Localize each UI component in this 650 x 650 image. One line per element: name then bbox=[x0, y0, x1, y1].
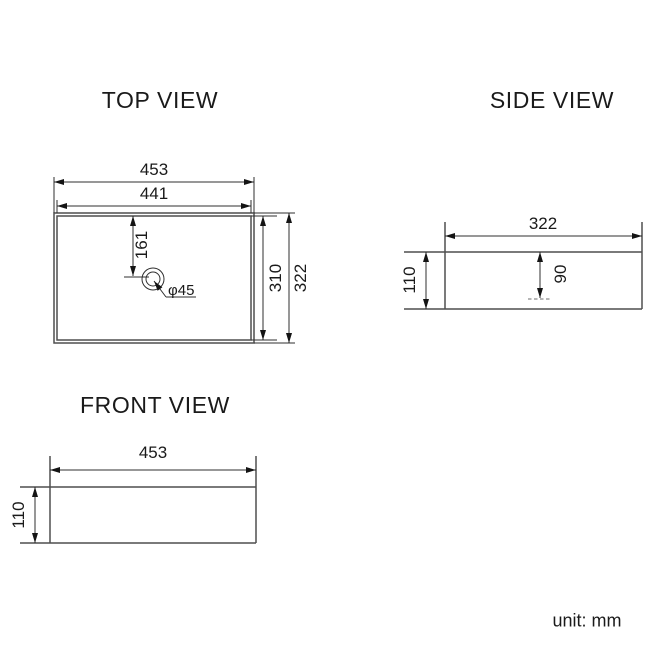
dim-front-height bbox=[9, 487, 35, 543]
side-width-label: 322 bbox=[528, 213, 558, 233]
drain-hole bbox=[142, 268, 164, 290]
hole-diameter-label: φ45 bbox=[168, 282, 195, 299]
side-height-label: 110 bbox=[399, 266, 419, 294]
top-view-title: TOP VIEW bbox=[101, 87, 219, 114]
front-height-label: 110 bbox=[8, 501, 28, 529]
front-width-label: 453 bbox=[138, 442, 168, 462]
dim-front-width bbox=[50, 443, 256, 470]
front-view-title: FRONT VIEW bbox=[80, 392, 230, 419]
top-outer-height-label: 322 bbox=[290, 263, 310, 293]
drain-hole-outer-circle bbox=[142, 268, 164, 290]
basin-outer-outline bbox=[54, 213, 254, 343]
leader-arrow bbox=[154, 281, 166, 297]
dim-top-outer-height bbox=[289, 213, 310, 343]
side-inner-depth-label: 90 bbox=[550, 264, 570, 284]
dim-top-inner-height bbox=[263, 216, 285, 340]
dim-side-inner-depth bbox=[528, 252, 570, 299]
drain-hole-inner-circle bbox=[146, 272, 160, 286]
dim-hole-diameter bbox=[154, 281, 196, 299]
dim-side-width bbox=[445, 214, 642, 236]
top-inner-width-label: 441 bbox=[139, 183, 169, 203]
dim-side-height bbox=[400, 252, 426, 309]
dim-top-inner-width bbox=[57, 184, 251, 213]
side-view bbox=[400, 87, 642, 309]
side-view-title: SIDE VIEW bbox=[489, 87, 615, 114]
hole-offset-label: 161 bbox=[131, 230, 151, 260]
top-outer-width-label: 453 bbox=[139, 159, 169, 179]
unit-label: unit: mm bbox=[552, 610, 622, 631]
top-inner-height-label: 310 bbox=[265, 263, 285, 293]
top-view bbox=[54, 87, 310, 343]
dim-hole-offset bbox=[124, 216, 151, 277]
front-view bbox=[9, 392, 256, 543]
basin-inner-outline bbox=[57, 216, 251, 340]
